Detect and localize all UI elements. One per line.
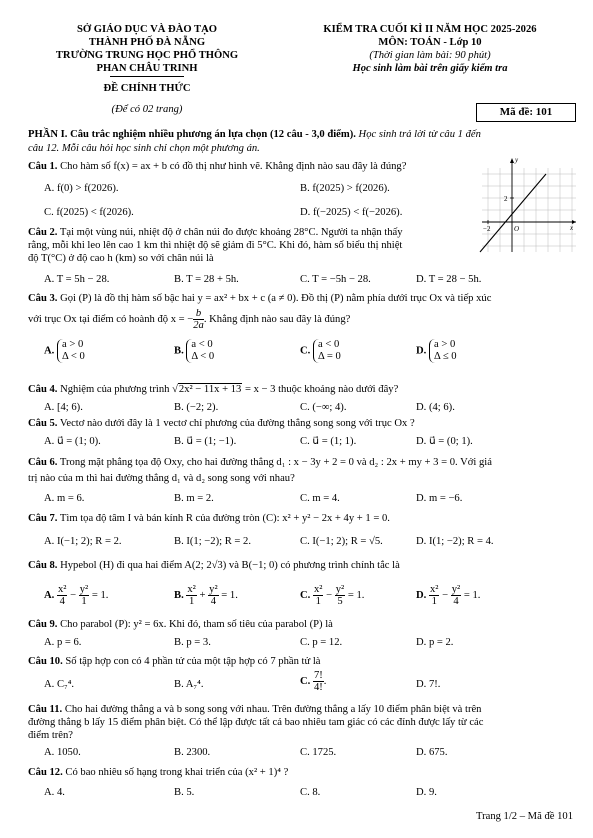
school-type: TRƯỜNG TRUNG HỌC PHỔ THÔNG (55, 50, 239, 61)
q5-stem (28, 417, 576, 430)
sqrt-icon: √ (172, 384, 178, 395)
q7-option-a: A. I(−1; 2); R = 2. (44, 536, 122, 547)
q1-option-a: A. f(0) > f(2026). (44, 183, 119, 194)
q8-option-d (416, 584, 480, 607)
q3-d-system (429, 339, 457, 363)
q12-label: Câu 12. (28, 767, 63, 778)
q3-line1: Gọi (P) là đồ thị hàm số bậc hai y = ax² + bx + c (a ≠ 0). Đồ thị (P) nằm phía dưới trục Ox và tiếp xúc (60, 293, 492, 304)
q2-line3: độ T(°C) ở độ cao h (km) so với chân núi là (28, 253, 214, 264)
q12-text: Có bao nhiêu số hạng trong khai triển của (x² + 1)⁴ ? (65, 767, 289, 778)
header-divider (110, 76, 184, 77)
q8-a-end: = 1. (91, 590, 109, 602)
instruction: Học sinh làm bài trên giấy kiểm tra (352, 63, 508, 74)
q8-c-d2: 5 (337, 596, 343, 608)
x-label: x (570, 224, 574, 232)
q4-text-b: = x − 3 thuộc khoảng nào dưới đây? (242, 384, 399, 395)
q10-c-label: C. (300, 676, 311, 688)
q8-a-op: − (70, 590, 77, 602)
q7-label: Câu 7. (28, 513, 58, 524)
q6-option-a: A. m = 6. (44, 493, 85, 504)
q8-d-end: = 1. (463, 590, 481, 602)
q2-option-d: D. T = 28 − 5h. (416, 274, 482, 285)
q6-line2: trị nào của m thì hai đường thẳng d₁ và d₂ song song với nhau? (28, 473, 295, 484)
part1-desc-1: Học sinh trả lời từ câu 1 đến (355, 129, 481, 140)
q3-line2b: . Khẳng định nào sau đây là đúng? (203, 314, 351, 326)
q8-d-op: − (442, 590, 449, 602)
q8-b-n1: x² (187, 584, 196, 595)
q3-fraction (193, 308, 204, 331)
exam-title: KIỂM TRA CUỐI KÌ II NĂM HỌC 2025-2026 (323, 24, 537, 35)
q7-stem (28, 512, 576, 525)
q3-option-b (174, 339, 214, 363)
q11-label: Câu 11. (28, 704, 63, 715)
y-tick-label: 2 (504, 195, 508, 203)
q9-label: Câu 9. (28, 619, 58, 630)
q8-stem (28, 559, 576, 572)
q8-a-d1: 4 (59, 596, 65, 608)
q4-text-a: Nghiệm của phương trình (60, 384, 173, 395)
q6-option-c: C. m = 4. (300, 493, 340, 504)
q8-a-d2: 1 (81, 596, 87, 608)
q12-stem (28, 766, 576, 779)
q8-a-n1: x² (57, 584, 67, 595)
q3-c-system (313, 339, 341, 363)
q3-d-label: D. (416, 345, 427, 357)
q4-option-b: B. (−2; 2). (174, 402, 219, 413)
q8-option-b (174, 584, 238, 607)
q2-label: Câu 2. (28, 227, 58, 238)
page-footer: Trang 1/2 – Mã đề 101 (475, 811, 573, 822)
q8-c-n1: x² (313, 584, 323, 595)
q8-c-frac2 (335, 584, 345, 607)
q10-text: Số tập hợp con có 4 phần tử của một tập hợp có 7 phần tử là (65, 656, 321, 667)
q5-option-a: A. u⃗ = (1; 0). (44, 436, 101, 447)
q9-option-a: A. p = 6. (44, 637, 82, 648)
part1-intro (28, 128, 576, 141)
q11-option-d: D. 675. (416, 747, 448, 758)
q8-option-c (300, 584, 364, 607)
q10-stem (28, 655, 576, 668)
q8-d-frac2 (451, 584, 461, 607)
q2-option-a: A. T = 5h − 28. (44, 274, 110, 285)
q3-line2a: với trục Ox tại điểm có hoành độ x = − (28, 314, 194, 326)
q8-b-op: + (199, 590, 206, 602)
official-label: ĐỀ CHÍNH THỨC (103, 83, 191, 94)
exam-code-box: Mã đề: 101 (476, 103, 576, 122)
q2-line1: Tại một vùng núi, nhiệt độ ở chân núi đo được khoảng 28°C. Người ta nhận thấy (59, 227, 403, 238)
q8-c-end: = 1. (347, 590, 365, 602)
q10-c-end: . (323, 676, 327, 688)
q8-c-label: C. (300, 590, 311, 602)
q3-a-line2: Δ < 0 (61, 351, 85, 363)
q11-line1: Cho hai đường thẳng a và b song song với nhau. Trên đường thẳng a lấy 10 điểm phân biệt và trên (64, 704, 482, 715)
q10-option-c (300, 670, 326, 693)
q3-a-system (57, 339, 85, 363)
q10-c-num: 7! (313, 670, 323, 681)
q3-b-line2: Δ < 0 (191, 351, 215, 363)
x-tick-label: −2 (483, 225, 491, 233)
q4-option-d: D. (4; 6). (416, 402, 455, 413)
y-label: y (515, 156, 519, 164)
q5-text: Vectơ nào dưới đây là 1 vectơ chỉ phương của đường thẳng song song với trục Ox ? (59, 418, 415, 429)
q5-option-b: B. u⃗ = (1; −1). (174, 436, 237, 447)
q3-c-label: C. (300, 345, 311, 357)
q8-b-label: B. (174, 590, 184, 602)
q4-stem (28, 383, 576, 396)
q8-c-frac1 (313, 584, 323, 607)
q5-option-d: D. u⃗ = (0; 1). (416, 436, 473, 447)
q8-c-n2: y² (335, 584, 345, 595)
q2-option-b: B. T = 28 + 5h. (174, 274, 239, 285)
q7-text: Tìm tọa độ tâm I và bán kính R của đường tròn (C): x² + y² − 2x + 4y + 1 = 0. (59, 513, 390, 524)
q3-stem-2 (28, 308, 576, 331)
q7-option-d: D. I(1; −2); R = 4. (416, 536, 494, 547)
q3-b-line1: a < 0 (191, 339, 213, 350)
q1-option-c: C. f(2025) < f(2026). (44, 207, 134, 218)
page-count-note: (Để có 02 trang) (111, 104, 183, 115)
time-note: (Thời gian làm bài: 90 phút) (369, 50, 491, 61)
q6-label: Câu 6. (28, 457, 58, 468)
q10-option-b: B. A₇⁴. (174, 679, 204, 690)
q8-d-n2: y² (451, 584, 461, 595)
q3-frac-den: 2a (193, 320, 204, 332)
q3-stem-1 (28, 292, 576, 305)
q6-stem-1 (28, 456, 576, 469)
q7-option-b: B. I(1; −2); R = 2. (174, 536, 251, 547)
q8-a-label: A. (44, 590, 55, 602)
part1-desc-2: câu 12. Mỗi câu hỏi học sinh chỉ chọn một phương án. (28, 143, 260, 154)
q1-label: Câu 1. (28, 161, 58, 172)
q10-option-d: D. 7!. (416, 679, 441, 690)
q3-a-label: A. (44, 345, 55, 357)
q8-text: Hypebol (H) đi qua hai điểm A(2; 2√3) và B(−1; 0) có phương trình chính tắc là (60, 560, 400, 571)
q8-label: Câu 8. (28, 560, 58, 571)
q3-label: Câu 3. (28, 293, 58, 304)
q3-option-c (300, 339, 341, 363)
q8-d-d2: 4 (453, 596, 459, 608)
q11-line3: điểm trên? (28, 730, 74, 741)
q2-option-c: C. T = −5h − 28. (300, 274, 371, 285)
q7-option-c: C. I(−1; 2); R = √5. (300, 536, 383, 547)
q9-option-c: C. p = 12. (300, 637, 343, 648)
q8-b-frac2 (208, 584, 218, 607)
q8-d-n1: x² (429, 584, 439, 595)
q4-sqrt-content: 2x² − 11x + 13 (178, 384, 242, 395)
q11-option-a: A. 1050. (44, 747, 81, 758)
q3-d-line1: a > 0 (433, 339, 456, 350)
q1-text: Cho hàm số f(x) = ax + b có đồ thị như hình vẽ. Khẳng định nào sau đây là đúng? (60, 161, 407, 172)
q8-b-n2: y² (209, 584, 218, 595)
q8-b-frac1 (186, 584, 196, 607)
subject: MÔN: TOÁN - Lớp 10 (378, 37, 482, 48)
q3-frac-num: b (193, 308, 204, 320)
q8-d-d1: 1 (431, 596, 437, 608)
q8-a-n2: y² (79, 584, 89, 595)
department-name: SỞ GIÁO DỤC VÀ ĐÀO TẠO (77, 24, 217, 35)
q10-c-fraction (313, 670, 324, 693)
q8-b-d1: 1 (188, 596, 195, 608)
q1-option-b: B. f(2025) > f(2026). (300, 183, 390, 194)
q9-option-d: D. p = 2. (416, 637, 454, 648)
q12-option-b: B. 5. (174, 787, 195, 798)
q4-option-c: C. (−∞; 4). (300, 402, 347, 413)
q3-d-line2: Δ ≤ 0 (433, 351, 457, 363)
q11-line2: đường thẳng b lấy 15 điểm phân biệt. Có thể lập được tất cả bao nhiêu tam giác có các đỉnh được lấy từ các (28, 717, 484, 728)
q8-b-end: = 1. (221, 590, 238, 602)
q2-line2: rằng, mỗi khi leo lên cao 1 km thì nhiệt độ sẽ giảm đi 5°C. Khi đó, hàm số biểu thị nhiệt (28, 240, 403, 251)
city-name: THÀNH PHỐ ĐÀ NẴNG (88, 37, 206, 48)
q8-c-d1: 1 (315, 596, 321, 608)
q8-c-op: − (326, 590, 333, 602)
q8-a-frac1 (57, 584, 67, 607)
q9-stem (28, 618, 576, 631)
origin-label: O (514, 225, 520, 233)
q3-option-d (416, 339, 457, 363)
q12-option-c: C. 8. (300, 787, 321, 798)
q3-b-system (186, 339, 214, 363)
q9-option-b: B. p = 3. (174, 637, 211, 648)
q4-label: Câu 4. (28, 384, 58, 395)
q10-option-a: A. C₇⁴. (44, 679, 75, 690)
q3-a-line1: a > 0 (61, 339, 84, 350)
q6-option-b: B. m = 2. (174, 493, 214, 504)
q3-c-line2: Δ = 0 (317, 351, 341, 363)
q8-option-a (44, 584, 108, 607)
q1-option-d: D. f(−2025) < f(−2026). (300, 207, 403, 218)
school-name: PHAN CHÂU TRINH (96, 63, 198, 74)
q11-stem-1 (28, 703, 576, 716)
q12-option-d: D. 9. (416, 787, 437, 798)
q8-d-label: D. (416, 590, 427, 602)
q9-text: Cho parabol (P): y² = 6x. Khi đó, tham số tiêu của parabol (P) là (60, 619, 333, 630)
q10-c-den: 4! (313, 682, 323, 694)
q8-a-frac2 (79, 584, 89, 607)
q2-stem-1 (28, 226, 478, 239)
q8-d-frac1 (429, 584, 439, 607)
q6-option-d: D. m = −6. (416, 493, 463, 504)
q10-label: Câu 10. (28, 656, 63, 667)
y-axis-arrow (510, 158, 514, 163)
q3-c-line1: a < 0 (317, 339, 340, 350)
q4-option-a: A. [4; 6). (44, 402, 83, 413)
q11-option-b: B. 2300. (174, 747, 211, 758)
q11-option-c: C. 1725. (300, 747, 337, 758)
q3-b-label: B. (174, 345, 184, 357)
q3-option-a (44, 339, 85, 363)
q12-option-a: A. 4. (44, 787, 65, 798)
q5-option-c: C. u⃗ = (1; 1). (300, 436, 357, 447)
q8-b-d2: 4 (210, 596, 217, 608)
q6-line1: Trong mặt phẳng tọa độ Oxy, cho hai đường thẳng d₁ : x − 3y + 2 = 0 và d₂ : 2x + my + 3 = 0. Với giá (59, 457, 492, 468)
q5-label: Câu 5. (28, 418, 58, 429)
part1-title: PHẦN I. Câu trắc nghiệm nhiều phương án lựa chọn (12 câu - 3,0 điểm). (28, 129, 356, 140)
